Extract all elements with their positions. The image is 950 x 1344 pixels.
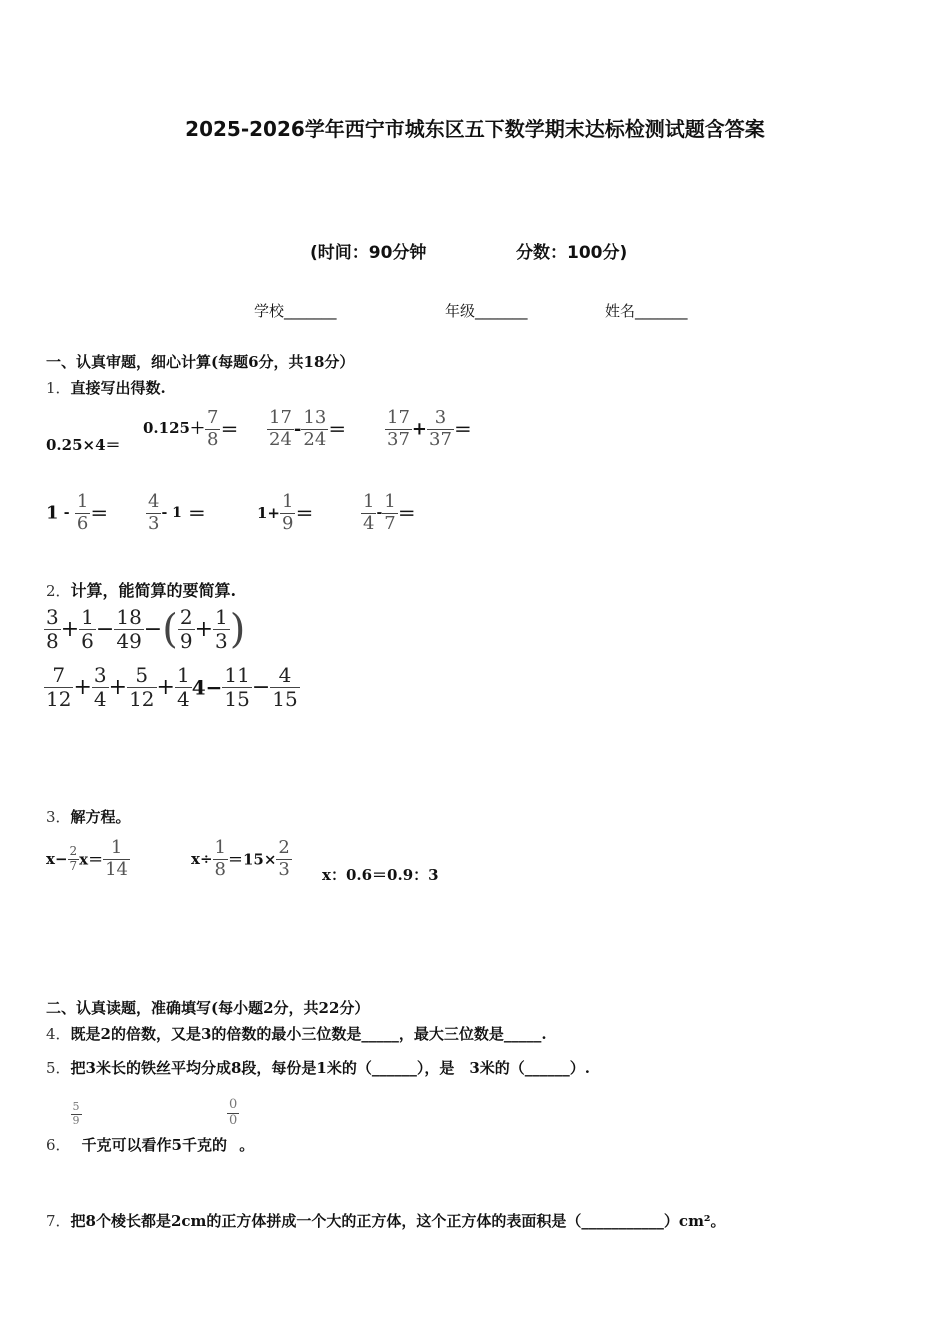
left-parenthesis: (: [162, 606, 178, 653]
fraction: $\frac{2}{9}$: [179, 605, 193, 653]
fraction: $\frac{18}{49}$: [116, 605, 142, 653]
q1-expr-2: 0.125＋ $\frac{7}{8}$ ＝: [143, 407, 239, 450]
question-5: 5．把3米长的铁丝平均分成8段，每份是1米的（______），是 3米的（______）.: [46, 1059, 591, 1077]
fraction: $\frac{2}{3}$: [278, 837, 290, 880]
fraction: $\frac{1}{6}$: [81, 605, 94, 653]
q3-equation-2: x÷ $\frac{1}{8}$ ＝15× $\frac{2}{3}$: [191, 837, 290, 880]
q3-equation-3: x：0.6＝0.9：3: [322, 866, 439, 884]
fraction: $\frac{0}{0}$: [229, 1097, 238, 1128]
fraction: $\frac{1}{4}$: [363, 491, 375, 534]
right-parenthesis: ): [229, 606, 246, 653]
fraction: $\frac{1}{14}$: [105, 837, 129, 880]
fraction: $\frac{4}{3}$: [148, 491, 160, 534]
fraction: $\frac{1}{9}$: [282, 491, 294, 534]
question-7: 7．把8个棱长都是2cm的正方体拼成一个大的正方体，这个正方体的表面积是（___________）cm²。: [46, 1212, 726, 1230]
grade-field: 年级_______: [445, 302, 528, 320]
fraction: $\frac{13}{24}$: [303, 407, 327, 450]
q1-expr-4: $\frac{17}{37}$ + $\frac{3}{37}$ ＝: [387, 407, 472, 450]
fraction: $\frac{3}{37}$: [429, 407, 452, 450]
fraction: $\frac{5}{12}$: [129, 663, 155, 711]
fraction: $\frac{1}{6}$: [76, 491, 89, 534]
exam-time: (时间：90分钟: [310, 243, 427, 263]
fraction: $\frac{3}{8}$: [46, 605, 59, 653]
fraction: $\frac{7}{8}$: [206, 407, 219, 450]
fraction: $\frac{1}{8}$: [214, 837, 226, 880]
fraction: $\frac{17}{37}$: [387, 407, 410, 450]
q1-expr-5: 1 - $\frac{1}{6}$ ＝: [46, 491, 109, 534]
q3-equation-1: x− $\frac{2}{7}$ x＝ $\frac{1}{14}$: [46, 837, 129, 880]
fraction: $\frac{2}{7}$: [69, 843, 78, 873]
q1-expr-7: 1+ $\frac{1}{9}$ ＝: [257, 491, 314, 534]
q2-expression-1: $\frac{3}{8}$ + $\frac{1}{6}$ − $\frac{18}{49}$ −( $\frac{2}{9}$ + $\frac{1}{3}$ ): [46, 605, 246, 653]
fraction: $\frac{3}{4}$: [93, 663, 107, 711]
question-2: 2．计算，能简算的要简算.: [46, 581, 237, 600]
page-title: 2025-2026学年西宁市城东区五下数学期末达标检测试题含答案: [185, 117, 765, 141]
q1-expr-1: 0.25×4＝: [46, 436, 121, 454]
question-3: 3．解方程。: [46, 808, 131, 826]
fraction: $\frac{7}{12}$: [46, 663, 72, 711]
exam-score: 分数：100分): [516, 243, 628, 263]
fraction: $\frac{5}{9}$: [72, 1100, 80, 1127]
name-field: 姓名_______: [605, 302, 688, 320]
school-field: 学校_______: [254, 302, 337, 320]
q1-expr-6: $\frac{4}{3}$ - 1 ＝: [148, 491, 206, 534]
fraction: $\frac{1}{7}$: [384, 491, 396, 534]
section-2-title: 二、认真读题，准确填写(每小题2分，共22分）: [46, 999, 370, 1017]
section-1-title: 一、认真审题，细心计算(每题6分，共18分）: [46, 353, 355, 371]
question-6: 6． $\frac{5}{9}$ 千克可以看作5千克的 $\frac{0}{0}$ 。: [46, 1097, 255, 1154]
q2-expression-2: $\frac{7}{12}$ + $\frac{3}{4}$ + $\frac{5}{12}$ + $\frac{1}{4}$ 4− $\frac{11}{15}$ − $\frac{4}{15}$: [46, 663, 298, 711]
q1-expr-3: $\frac{17}{24}$ - $\frac{13}{24}$ ＝: [269, 407, 347, 450]
fraction: $\frac{17}{24}$: [269, 407, 292, 450]
q1-expr-8: $\frac{1}{4}$ - $\frac{1}{7}$ ＝: [363, 491, 416, 534]
question-4: 4．既是2的倍数，又是3的倍数的最小三位数是_____，最大三位数是_____.: [46, 1025, 547, 1043]
fraction: $\frac{11}{15}$: [224, 663, 250, 711]
fraction: $\frac{4}{15}$: [272, 663, 298, 711]
fraction: $\frac{1}{4}$: [176, 663, 190, 711]
question-1: 1．直接写出得数.: [46, 379, 166, 397]
fraction: $\frac{1}{3}$: [215, 605, 228, 653]
